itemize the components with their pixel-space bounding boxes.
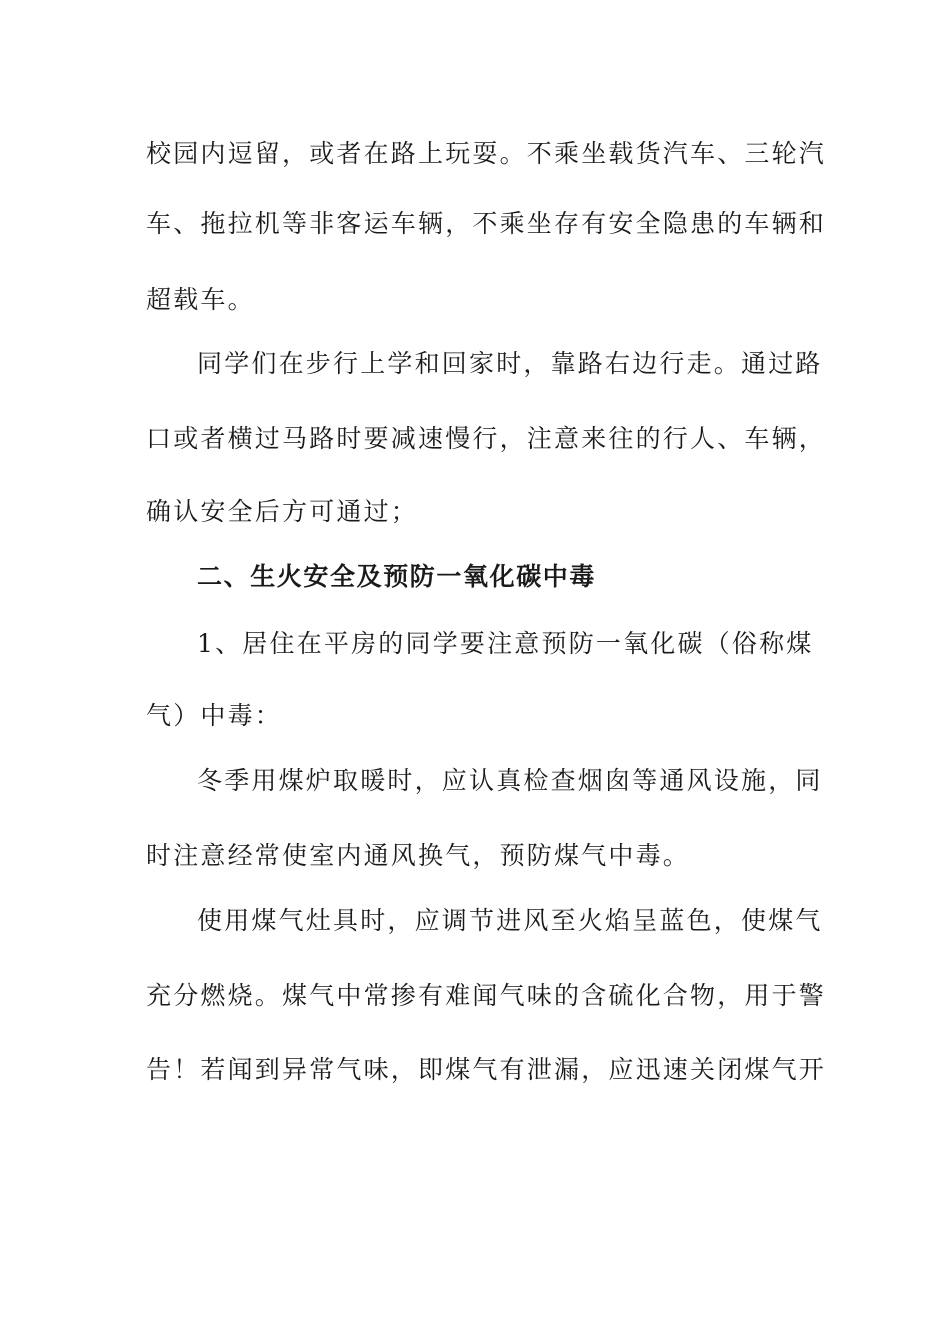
text-line-13: 充分燃烧。煤气中常掺有难闻气味的含硫化合物，用于警 [146,981,827,1010]
text-line-11: 时注意经常使室内通风换气，预防煤气中毒。 [146,841,691,870]
text-line-9: 气）中毒： [146,701,283,730]
text-line-1: 校园内逗留，或者在路上玩耍。不乘坐载货汽车、三轮汽 [146,139,827,168]
text-line-8: 1、居住在平房的同学要注意预防一氧化碳（俗称煤 [197,629,814,658]
section-heading: 二、生火安全及预防一氧化碳中毒 [197,562,597,591]
text-line-14: 告！若闻到异常气味，即煤气有泄漏，应迅速关闭煤气开 [146,1055,827,1084]
text-line-4: 同学们在步行上学和回家时，靠路右边行走。通过路 [197,349,823,378]
text-line-6: 确认安全后方可通过； [146,497,419,526]
text-line-12: 使用煤气灶具时，应调节进风至火焰呈蓝色，使煤气 [197,906,823,935]
text-line-10: 冬季用煤炉取暖时，应认真检查烟囱等通风设施，同 [197,766,823,795]
text-line-2: 车、拖拉机等非客运车辆，不乘坐存有安全隐患的车辆和 [146,209,827,238]
text-line-5: 口或者横过马路时要减速慢行，注意来往的行人、车辆， [146,424,827,453]
text-line-3: 超载车。 [146,285,255,314]
